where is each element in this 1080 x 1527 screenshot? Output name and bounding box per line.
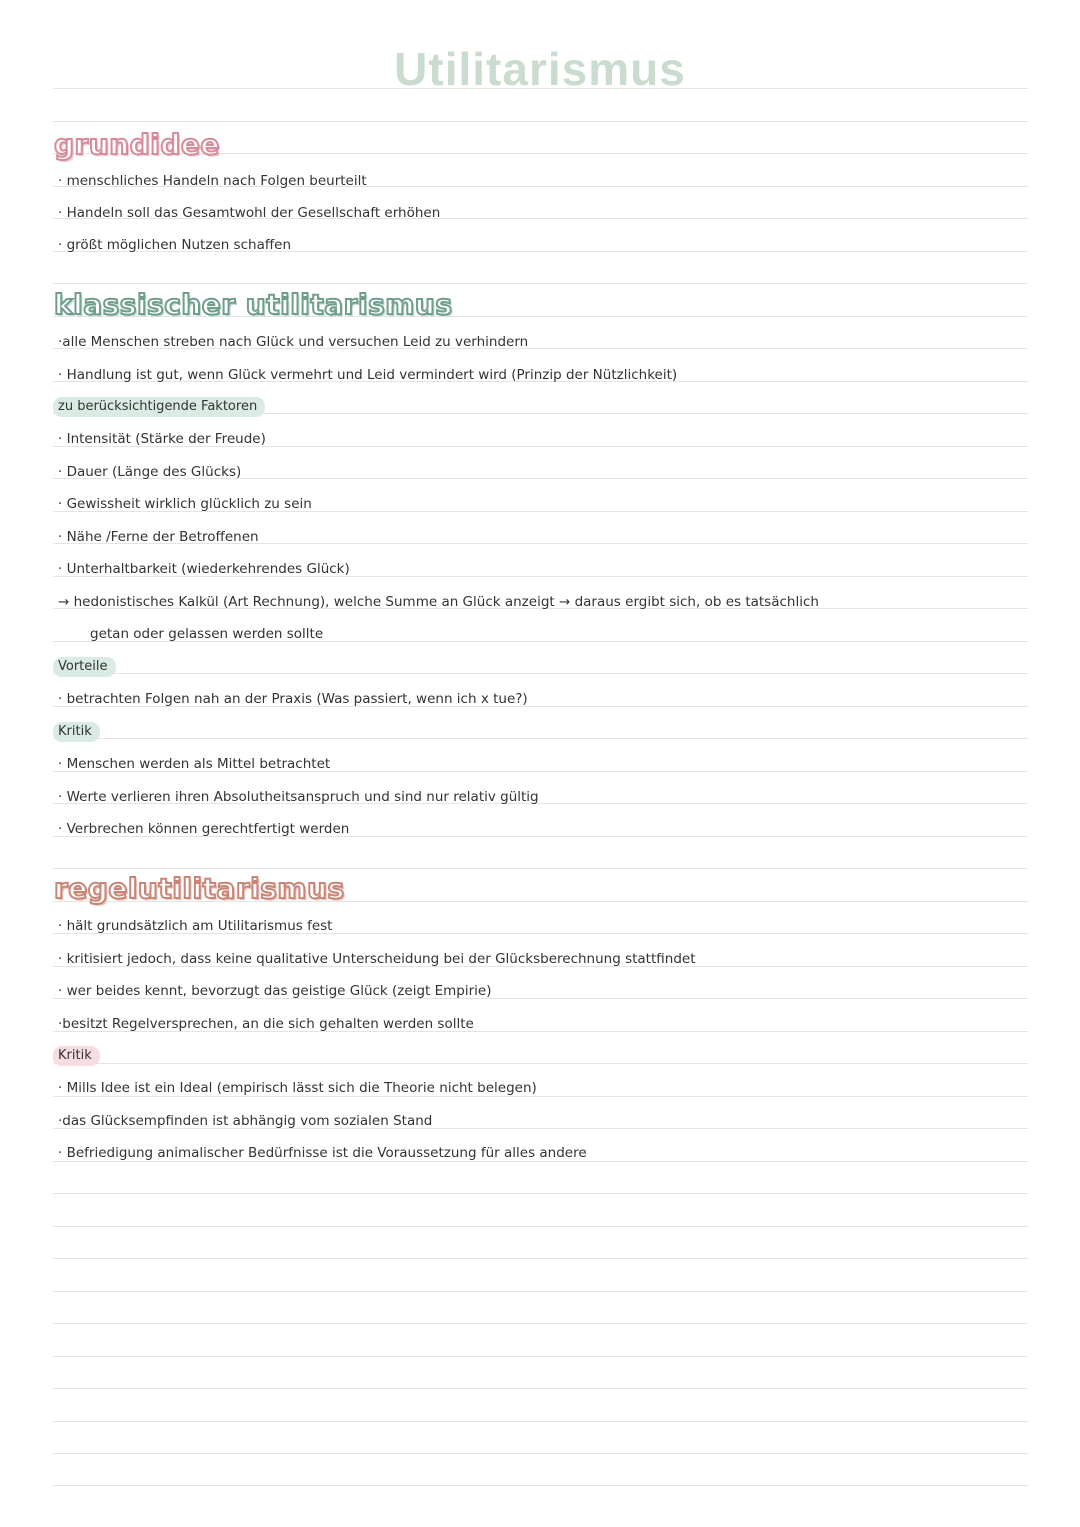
rule-line <box>53 1258 1028 1259</box>
list-item: ·besitzt Regelversprechen, an die sich gehalten werden sollte <box>58 1016 474 1032</box>
list-item: ·alle Menschen streben nach Glück und versuchen Leid zu verhindern <box>58 334 529 350</box>
page-title: Utilitarismus <box>394 43 686 95</box>
list-item: · Handeln soll das Gesamtwohl der Gesellschaft erhöhen <box>58 205 441 221</box>
rule-line <box>53 1485 1028 1486</box>
rule-line <box>53 1421 1028 1422</box>
rule-line <box>53 738 1028 739</box>
rule-line <box>53 1388 1028 1389</box>
heading-regelutilitarismus: regelutilitarismus <box>54 872 345 905</box>
rule-line <box>53 1453 1028 1454</box>
rule-line <box>53 1193 1028 1194</box>
list-item: · Nähe /Ferne der Betroffenen <box>58 529 259 545</box>
rule-line <box>53 121 1028 122</box>
list-item: · Unterhaltbarkeit (wiederkehrendes Glück) <box>58 561 350 577</box>
heading-grundidee: grundidee <box>54 128 220 161</box>
rule-line <box>53 1323 1028 1324</box>
rule-line <box>53 1063 1028 1064</box>
heading-klassischer-utilitarismus: klassischer utilitarismus <box>54 288 453 321</box>
rule-line <box>53 1291 1028 1292</box>
list-item: · Dauer (Länge des Glücks) <box>58 464 242 480</box>
list-item: · Werte verlieren ihren Absolutheitsanspruch und sind nur relativ gültig <box>58 789 539 805</box>
list-item: · wer beides kennt, bevorzugt das geistige Glück (zeigt Empirie) <box>58 983 492 999</box>
list-item: · Mills Idee ist ein Ideal (empirisch lässt sich die Theorie nicht belegen) <box>58 1080 537 1096</box>
kalkuel-line: → hedonistisches Kalkül (Art Rechnung), welche Summe an Glück anzeigt → daraus ergibt sich, ob es tatsächlich <box>58 594 819 610</box>
label-faktoren: zu berücksichtigende Faktoren <box>53 397 265 417</box>
list-item: ·das Glücksempfinden ist abhängig vom sozialen Stand <box>58 1113 433 1129</box>
label-kritik: Kritik <box>53 722 100 742</box>
rule-line <box>53 1226 1028 1227</box>
list-item: · Verbrechen können gerechtfertigt werden <box>58 821 350 837</box>
list-item: · menschliches Handeln nach Folgen beurteilt <box>58 173 367 189</box>
label-vorteile: Vorteile <box>53 657 116 677</box>
label-kritik-regel: Kritik <box>53 1046 100 1066</box>
rule-line <box>53 673 1028 674</box>
list-item: · kritisiert jedoch, dass keine qualitative Unterscheidung bei der Glücksberechnung stattfindet <box>58 951 696 967</box>
list-item: · Befriedigung animalischer Bedürfnisse ist die Voraussetzung für alles andere <box>58 1145 587 1161</box>
rule-line <box>53 868 1028 869</box>
rule-line <box>53 1356 1028 1357</box>
list-item: · Handlung ist gut, wenn Glück vermehrt und Leid vermindert wird (Prinzip der Nützlichkeit) <box>58 367 678 383</box>
list-item: · Gewissheit wirklich glücklich zu sein <box>58 496 312 512</box>
list-item: · größt möglichen Nutzen schaffen <box>58 237 292 253</box>
list-item: · Menschen werden als Mittel betrachtet <box>58 756 331 772</box>
list-item: · betrachten Folgen nah an der Praxis (Was passiert, wenn ich x tue?) <box>58 691 528 707</box>
list-item: · hält grundsätzlich am Utilitarismus fest <box>58 918 333 934</box>
kalkuel-line-continued: getan oder gelassen werden sollte <box>90 626 324 642</box>
list-item: · Intensität (Stärke der Freude) <box>58 431 266 447</box>
rule-line <box>53 283 1028 284</box>
